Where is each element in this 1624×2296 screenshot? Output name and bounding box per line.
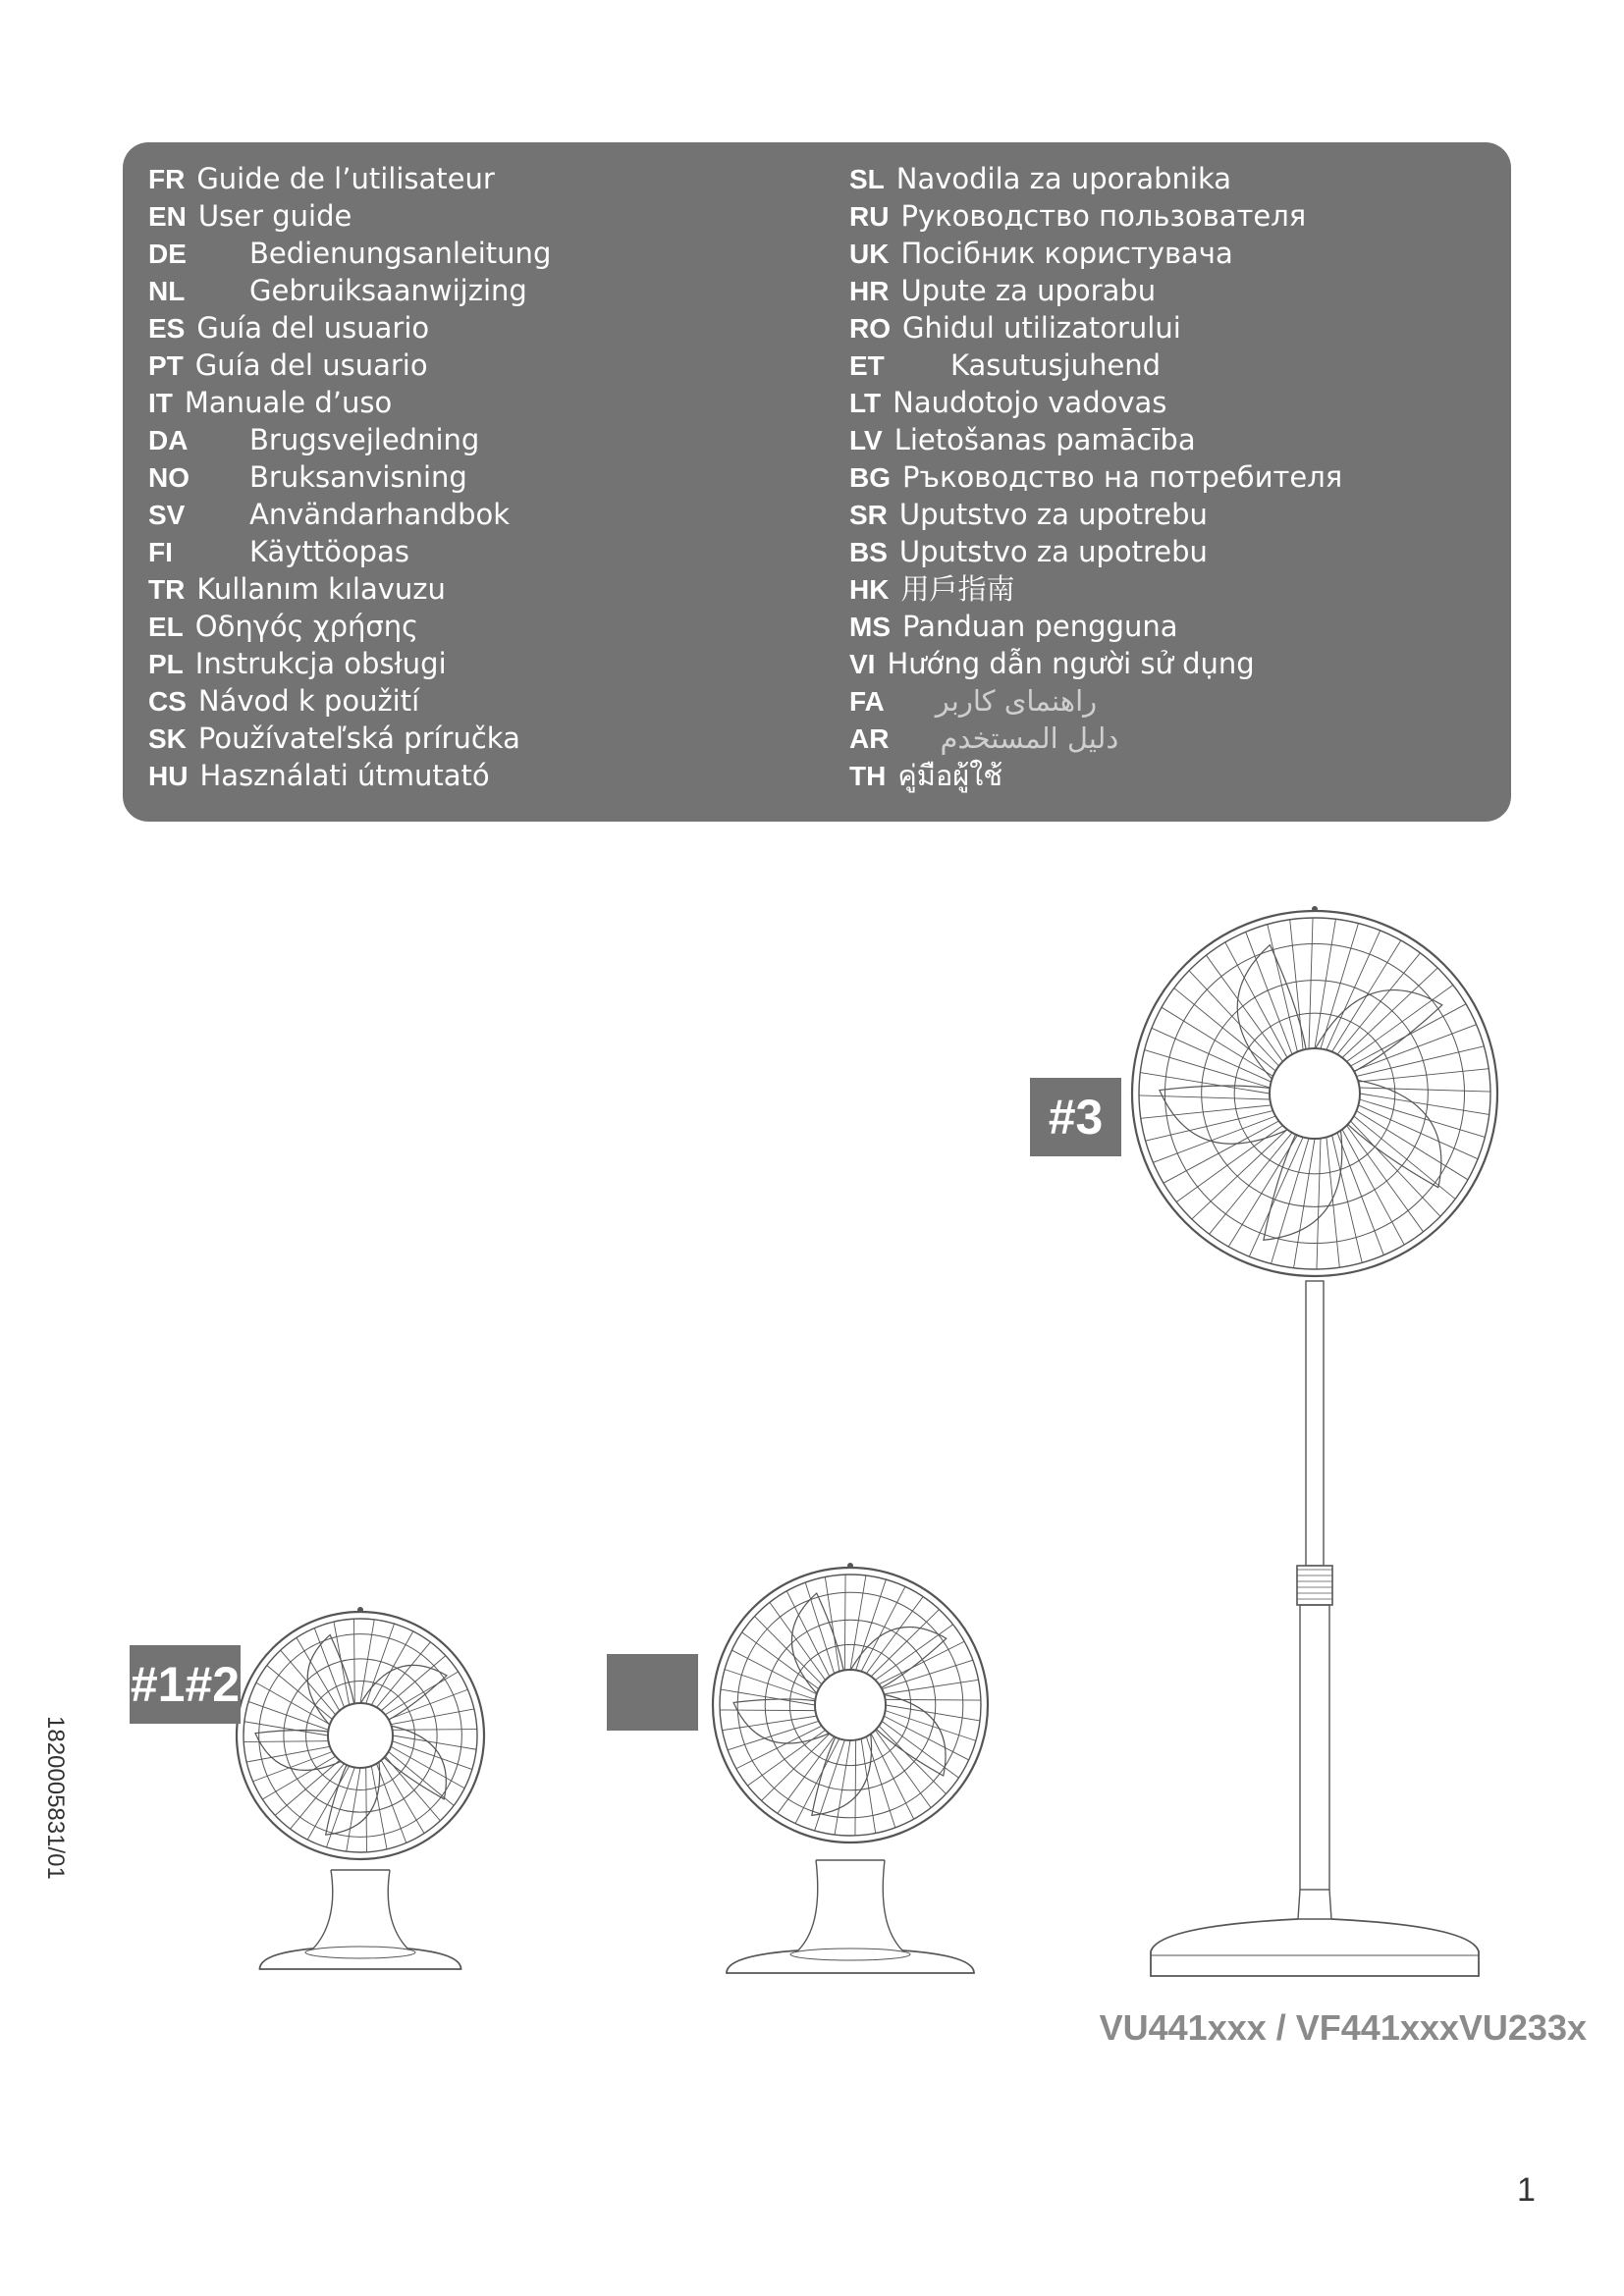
language-code: TR [148, 574, 186, 605]
language-code: DE [148, 239, 187, 269]
fan-guard-spoke [850, 1575, 866, 1670]
fan-base [727, 1950, 974, 1973]
fan-guard-spoke [722, 1716, 816, 1731]
fan-neck-left [798, 1860, 818, 1950]
language-guide-title: Användarhandbok [249, 498, 511, 531]
language-guide-title: Uputstvo za upotrebu [898, 498, 1208, 531]
model-number: VU441xxx / VF441xxxVU233x [1099, 2007, 1587, 2048]
fan-guard-spoke [1358, 1069, 1489, 1082]
language-code: PT [148, 350, 184, 381]
language-guide-title: Panduan pengguna [902, 610, 1178, 643]
language-guide-title: Οδηγός χρήσης [194, 610, 419, 643]
fan-guard-spoke [1321, 924, 1358, 1049]
fan-guard-spoke [1145, 1050, 1271, 1088]
language-guide-title: دليل المستخدم [940, 721, 1119, 755]
language-guide-title: Uputstvo za upotrebu [898, 535, 1208, 568]
language-code: HU [148, 761, 189, 791]
language-code: HK [849, 574, 890, 605]
fan-guard-spoke [1272, 1139, 1309, 1264]
language-code: HR [849, 276, 890, 306]
fan-guard-spoke [246, 1746, 330, 1762]
language-code: RO [849, 313, 891, 344]
language-code: CS [148, 686, 187, 717]
fan-guard-spoke [720, 1710, 815, 1711]
fan-guard-spoke [1268, 925, 1298, 1052]
fan-hub [328, 1703, 393, 1768]
language-code: BG [849, 462, 891, 493]
fan-guard-spoke [884, 1680, 978, 1694]
language-code: BS [849, 537, 888, 567]
language-guide-title: Bruksanvisning [249, 460, 467, 494]
table-fan-medium-illustration [713, 1563, 988, 1973]
fan-neck-right [883, 1860, 902, 1950]
language-code: NL [148, 276, 186, 306]
fan-guard-spoke [762, 1734, 830, 1800]
language-code: RU [849, 201, 890, 232]
language-code: LT [849, 388, 882, 418]
fan-guard-spoke [1360, 1088, 1490, 1092]
fan-guard-spoke [825, 1576, 839, 1671]
fan-guard-spoke [1294, 1139, 1315, 1268]
fan-guard-spoke [886, 1699, 981, 1700]
fan-top-clip [357, 1607, 363, 1613]
fan-guard-spoke [770, 1602, 826, 1680]
language-guide-title: คู่มือผู้ใช้ [897, 759, 1003, 792]
language-guide-title: Руководство пользователя [900, 199, 1307, 233]
fan-guard-spoke [747, 1730, 825, 1786]
fan-guard-spoke [778, 1736, 835, 1813]
fan-guard-spoke [1139, 1095, 1270, 1099]
fan-guard-spoke [879, 1726, 946, 1793]
language-code: SR [849, 500, 888, 530]
language-guide-title: 用戶指南 [900, 572, 1015, 606]
fan-guard-spoke [1354, 1116, 1455, 1199]
language-guide-title: Upute za uporabu [900, 274, 1157, 307]
language-code: ET [849, 350, 885, 381]
language-code: EL [148, 612, 184, 642]
fan-lower-pole [1300, 1605, 1329, 1890]
language-guide-title: راهنمای کاربر [935, 684, 1098, 718]
model-tag-blank [607, 1654, 698, 1731]
fan-guard-spoke [861, 1586, 905, 1671]
fan-guard-spoke [879, 1641, 964, 1684]
language-guide-title: Lietošanas pamācība [893, 423, 1196, 456]
fan-stand-base [1151, 1919, 1479, 1976]
fan-top-clip [1312, 906, 1318, 912]
language-guide-title: Guía del usuario [196, 311, 430, 345]
table-fan-small-illustration [237, 1607, 484, 1969]
fan-guard-spoke [835, 1740, 850, 1835]
fan-guard-spoke [256, 1682, 330, 1725]
language-code: MS [849, 612, 891, 642]
fan-guard-spoke [731, 1650, 816, 1694]
fan-upper-pole [1306, 1281, 1324, 1566]
fan-guard-spoke [884, 1716, 968, 1760]
language-code: AR [849, 723, 890, 754]
language-guide-title: Guía del usuario [194, 348, 428, 382]
language-code: LV [849, 425, 883, 455]
fan-guard-spoke [1146, 1111, 1273, 1142]
language-code: DA [148, 425, 189, 455]
language-guide-title: Käyttöopas [249, 535, 409, 568]
fan-neck-left [313, 1870, 333, 1949]
fan-guard-spoke [347, 1768, 360, 1851]
fan-guard-spoke [871, 1734, 914, 1819]
fan-guard-spoke [1290, 920, 1303, 1050]
language-code: UK [849, 239, 890, 269]
fan-neck-right [388, 1870, 407, 1949]
language-guide-title: Naudotojo vadovas [893, 386, 1167, 419]
language-guide-title: User guide [197, 199, 352, 233]
fan-guard-spoke [755, 1617, 822, 1684]
language-guide-title: Používateľská príručka [197, 721, 520, 755]
fan-guard-spoke [381, 1760, 424, 1833]
language-code: FR [148, 164, 186, 194]
page-number: 1 [1517, 2171, 1536, 2209]
fan-guard-spoke [366, 1767, 367, 1851]
model-tag-1-2: #1#2 [130, 1645, 241, 1724]
fan-guard-spoke [1315, 919, 1335, 1048]
language-code: VI [849, 649, 876, 679]
fan-guard-spoke [275, 1760, 340, 1815]
fan-guard-spoke [1360, 1099, 1486, 1137]
fan-blade [1264, 1131, 1342, 1241]
language-guide-title: Kasutusjuhend [950, 348, 1162, 382]
fan-guard-spoke [742, 1632, 819, 1689]
language-code: TH [849, 761, 887, 791]
language-code: FA [849, 686, 885, 717]
language-code: IT [148, 388, 173, 418]
fan-guard-spoke [1360, 1094, 1489, 1114]
language-guide-title: Ръководство на потребителя [902, 460, 1343, 494]
fan-guard-spoke [385, 1672, 458, 1715]
language-guide-title: Manuale d’uso [184, 386, 393, 419]
fan-guard-spoke [866, 1597, 923, 1674]
language-code: EN [148, 201, 187, 232]
fan-top-clip [847, 1563, 853, 1569]
fan-pole-collar [1298, 1890, 1331, 1919]
fan-guard-spoke [1141, 1105, 1272, 1118]
fan-guard-spoke [244, 1741, 328, 1742]
language-guide-title: Guide de l’utilisateur [196, 162, 495, 195]
fan-guard-spoke [886, 1705, 980, 1721]
language-guide-title: Brugsvejledning [249, 423, 480, 456]
fan-guard-spoke [354, 1619, 355, 1703]
fan-guard-spoke [381, 1656, 446, 1711]
fan-guard-spoke [855, 1740, 856, 1836]
fan-guard-spoke [882, 1721, 958, 1778]
fan-guard-spoke [1210, 1133, 1292, 1234]
language-guide-title: Ghidul utilizatorului [902, 311, 1181, 345]
language-guide-title: Használati útmutató [199, 759, 490, 792]
fan-guard-spoke [1317, 1139, 1321, 1269]
language-guide-title: Gebruiksaanwijzing [249, 274, 527, 307]
fan-base-top-rim [790, 1949, 910, 1960]
fan-guard-spoke [262, 1756, 335, 1799]
fan-guard-spoke [307, 1766, 350, 1840]
language-code: ES [148, 313, 186, 344]
language-guide-title: Посібник користувача [900, 237, 1233, 270]
fan-blade [1348, 1080, 1441, 1187]
fan-guard-spoke [786, 1591, 830, 1677]
model-tag-3: #3 [1030, 1078, 1121, 1156]
language-guide-title: Kullanım kılavuzu [196, 572, 446, 606]
fan-guard-spoke [1309, 918, 1313, 1048]
language-code: PL [148, 649, 184, 679]
fan-guard-spoke [1337, 953, 1420, 1054]
language-guide-title: Instrukcja obsługi [194, 647, 447, 680]
fan-guard-spoke [391, 1746, 464, 1789]
fan-guard-spoke [1326, 1137, 1339, 1267]
fan-guard-spoke [736, 1726, 822, 1769]
fan-guard-spoke [1174, 988, 1275, 1071]
fan-guard-spoke [360, 1620, 374, 1703]
fan-guard-spoke [871, 1610, 939, 1677]
fan-hub [1270, 1048, 1360, 1139]
language-guide-title: Hướng dẫn người sử dụng [887, 647, 1255, 680]
language-code: SV [148, 500, 186, 530]
fan-guard-spoke [844, 1575, 845, 1670]
language-code: FI [148, 537, 173, 567]
language-code: SL [849, 164, 885, 194]
language-guide-title: Navodila za uporabnika [895, 162, 1231, 195]
stand-fan-illustration [1132, 906, 1497, 1976]
fan-guard-spoke [1332, 1135, 1363, 1262]
language-guide-title: Bedienungsanleitung [249, 237, 552, 270]
language-code: SK [148, 723, 187, 754]
document-reference: 1820005831/01 [42, 1716, 69, 1880]
fan-guard-spoke [371, 1631, 413, 1705]
fan-base-top-rim [305, 1947, 415, 1958]
language-guide-title: Návod k použití [197, 684, 420, 718]
fan-hub [815, 1670, 886, 1740]
fan-guard-spoke [875, 1730, 931, 1807]
language-code: NO [148, 462, 189, 493]
fan-guard-spoke [1356, 1046, 1484, 1077]
